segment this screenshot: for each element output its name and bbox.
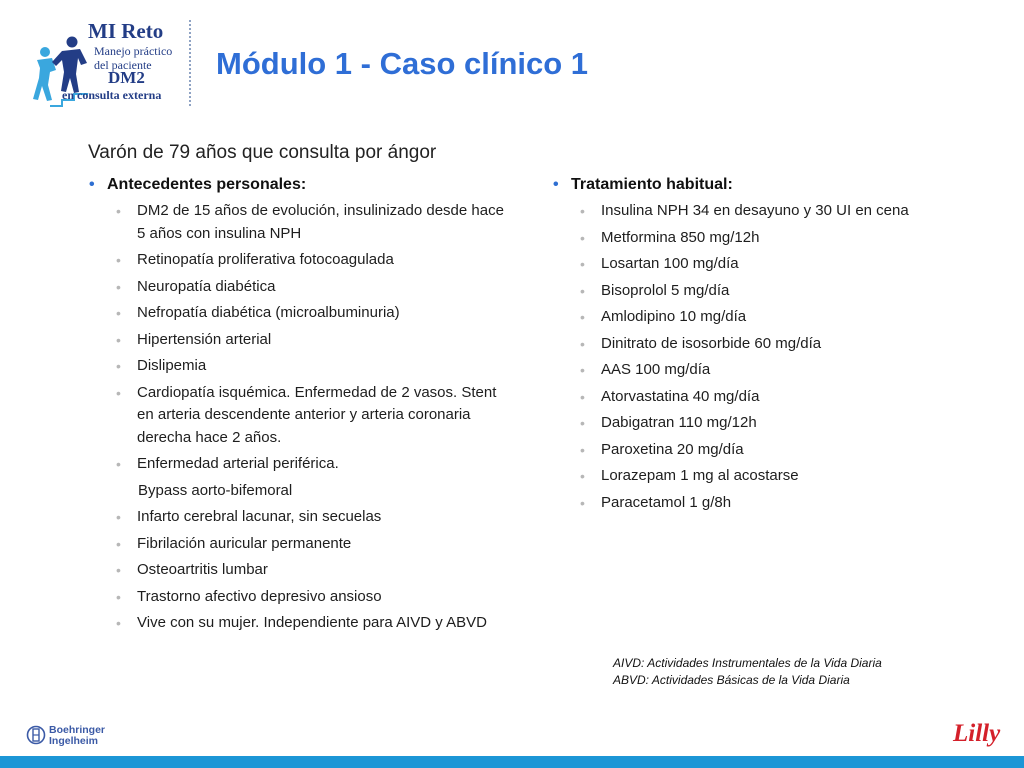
list-item: • Amlodipino 10 mg/día xyxy=(552,306,982,329)
list-item: • DM2 de 15 años de evolución, insulinizado desde hace 5 años con insulina NPH xyxy=(88,200,508,245)
abbreviations-footnote xyxy=(613,655,882,689)
logo-line-2: del paciente xyxy=(94,58,152,72)
list-item: • Dinitrato de isosorbide 60 mg/día xyxy=(552,333,982,356)
case-intro: Varón de 79 años que consulta por ángor xyxy=(88,142,437,163)
list-item: • Vive con su mujer. Independiente para AIVD y ABVD xyxy=(88,612,508,635)
list-item: • Infarto cerebral lacunar, sin secuelas xyxy=(88,506,508,529)
antecedentes-section xyxy=(88,172,508,639)
logo-dm2: DM2 xyxy=(108,68,145,87)
antecedentes-heading: • Antecedentes personales: xyxy=(88,172,508,198)
list-item: • Paracetamol 1 g/8h xyxy=(552,492,982,515)
list-item: • Fibrilación auricular permanente xyxy=(88,533,508,556)
bottom-bar xyxy=(0,756,1024,768)
list-item: • Dislipemia xyxy=(88,355,508,378)
antecedentes-list xyxy=(88,200,508,635)
list-item: • Insulina NPH 34 en desayuno y 30 UI en cena xyxy=(552,200,982,223)
list-item: • Nefropatía diabética (microalbuminuria) xyxy=(88,302,508,325)
boehringer-logo xyxy=(26,724,106,750)
list-item: • Retinopatía proliferativa fotocoagulada xyxy=(88,249,508,272)
slide-title: Módulo 1 - Caso clínico 1 xyxy=(216,46,589,81)
list-item: • Bisoprolol 5 mg/día xyxy=(552,280,982,303)
program-logo xyxy=(32,18,194,108)
list-item: • Atorvastatina 40 mg/día xyxy=(552,386,982,409)
footnote-aivd: AIVD: Actividades Instrumentales de la Vida Diaria xyxy=(613,656,882,670)
tratamiento-list xyxy=(552,200,982,514)
boehringer-emblem-icon xyxy=(26,724,46,746)
boehringer-name-1: Boehringer xyxy=(49,724,106,736)
list-item: • Enfermedad arterial periférica. xyxy=(88,453,508,476)
list-item: • Hipertensión arterial xyxy=(88,329,508,352)
list-item: • Cardiopatía isquémica. Enfermedad de 2 vasos. Stent en arteria descendente anterior y arteria coronaria derecha hace 2 años. xyxy=(88,382,508,450)
list-item: • Trastorno afectivo depresivo ansioso xyxy=(88,586,508,609)
list-item: Bypass aorto-bifemoral xyxy=(138,481,293,499)
logo-line-3: en consulta externa xyxy=(62,88,162,102)
list-item: • Dabigatran 110 mg/12h xyxy=(552,412,982,435)
boehringer-name-2: Ingelheim xyxy=(49,735,99,747)
list-item: • Neuropatía diabética xyxy=(88,276,508,299)
list-item: • Osteoartritis lumbar xyxy=(88,559,508,582)
footnote-abvd: ABVD: Actividades Básicas de la Vida Diaria xyxy=(613,673,850,687)
logo-divider xyxy=(189,20,191,106)
list-item: • Metformina 850 mg/12h xyxy=(552,227,982,250)
tratamiento-heading: • Tratamiento habitual: xyxy=(552,172,982,198)
tratamiento-section xyxy=(552,172,982,518)
list-item: • Paroxetina 20 mg/día xyxy=(552,439,982,462)
list-item: • Lorazepam 1 mg al acostarse xyxy=(552,465,982,488)
list-item: • Losartan 100 mg/día xyxy=(552,253,982,276)
list-item: • AAS 100 mg/día xyxy=(552,359,982,382)
logo-title: MI Reto xyxy=(88,19,164,43)
lilly-logo: Lilly xyxy=(953,720,1001,747)
logo-line-1: Manejo práctico xyxy=(94,44,173,58)
